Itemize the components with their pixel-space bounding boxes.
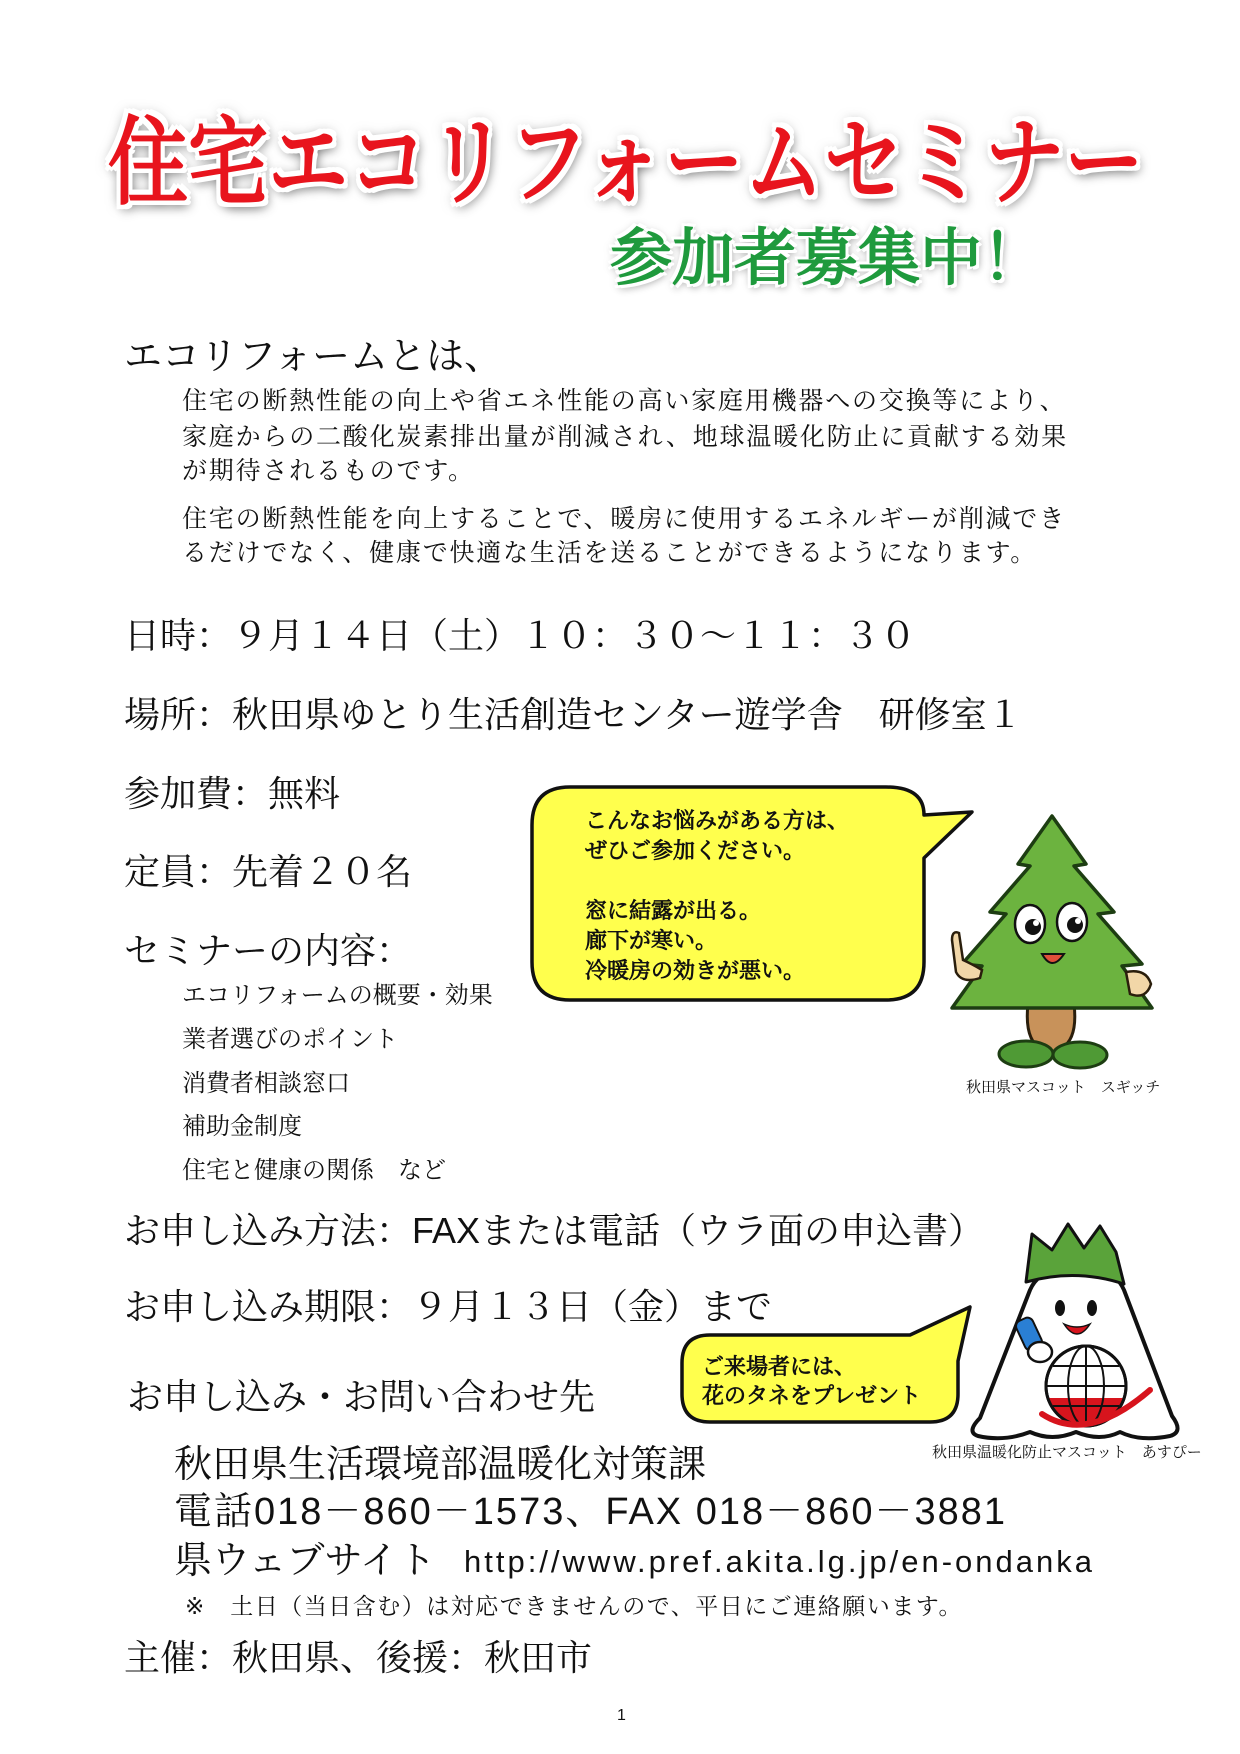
deadline-value: ９月１３日（金）まで bbox=[412, 1286, 773, 1327]
list-item: エコリフォームの概要・効果 bbox=[182, 982, 493, 1009]
contact-phone-fax: 電話018－860－1573、FAX 018－860－3881 bbox=[174, 1491, 1008, 1533]
gift-bubble-line: ご来場者には、 bbox=[702, 1355, 857, 1380]
sugicchi-caption: 秋田県マスコット スギッチ bbox=[966, 1079, 1161, 1096]
paragraph-line: 家庭からの二酸化炭素排出量が削減され、地球温暖化防止に貢献する効果 bbox=[182, 423, 1068, 451]
paragraph-line: が期待されるものです。 bbox=[182, 457, 475, 485]
list-item: 住宅と健康の関係 など bbox=[182, 1157, 446, 1184]
fee-label: 参加費： bbox=[124, 773, 269, 814]
about-heading: エコリフォームとは、 bbox=[124, 336, 503, 378]
fee-value: 無料 bbox=[268, 773, 341, 814]
method-value: FAXまたは電話（ウラ面の申込書） bbox=[412, 1210, 985, 1251]
organizers: 主催：秋田県、後援：秋田市 bbox=[124, 1637, 593, 1678]
sugicchi-mascot bbox=[946, 812, 1158, 1074]
datetime-label: 日時： bbox=[124, 615, 233, 656]
contents-heading: セミナーの内容： bbox=[124, 930, 413, 971]
venue-label: 場所： bbox=[124, 694, 233, 735]
asupi-caption: 秋田県温暖化防止マスコット あすぴー bbox=[932, 1444, 1202, 1461]
website-url: http://www.pref.akita.lg.jp/en-ondanka bbox=[464, 1544, 1095, 1579]
paragraph-line: 住宅の断熱性能を向上することで、暖房に使用するエネルギーが削減でき bbox=[182, 505, 1066, 533]
asupi-mascot bbox=[960, 1210, 1190, 1445]
capacity-value: 先着２０名 bbox=[232, 851, 413, 892]
capacity-line bbox=[124, 851, 413, 892]
list-item: 消費者相談窓口 bbox=[182, 1070, 350, 1097]
bubble-concern-item: 窓に結露が出る。 bbox=[585, 899, 762, 924]
datetime-line bbox=[124, 615, 917, 656]
fee-line bbox=[124, 773, 341, 814]
venue-value: 秋田県ゆとり生活創造センター遊学舎 研修室１ bbox=[232, 694, 1023, 735]
bubble-concern-item: 廊下が寒い。 bbox=[585, 929, 718, 954]
recruiting-subtitle: 参加者募集中！ bbox=[610, 224, 1045, 293]
bubble-concern-item: 冷暖房の効きが悪い。 bbox=[585, 959, 806, 984]
contact-department: 秋田県生活環境部温暖化対策課 bbox=[174, 1444, 707, 1486]
contact-note: ※ 土日（当日含む）は対応できませんので、平日にご連絡願います。 bbox=[185, 1593, 963, 1619]
website-label: 県ウェブサイト bbox=[174, 1540, 436, 1582]
flyer-title: 住宅エコリフォームセミナー bbox=[108, 109, 1144, 216]
application-method-line bbox=[124, 1210, 985, 1251]
contact-heading: お申し込み・お問い合わせ先 bbox=[127, 1376, 596, 1417]
capacity-label: 定員： bbox=[124, 851, 233, 892]
venue-line bbox=[124, 694, 1023, 735]
datetime-value: ９月１４日（土）１０：３０～１１：３０ bbox=[232, 615, 917, 656]
gift-bubble-line: 花のタネをプレゼント bbox=[702, 1384, 922, 1409]
bubble-intro-line: ぜひご参加ください。 bbox=[585, 839, 806, 864]
list-item: 業者選びのポイント bbox=[182, 1026, 398, 1053]
paragraph-line: るだけでなく、健康で快適な生活を送ることができるようになります。 bbox=[182, 539, 1038, 567]
bubble-intro-line: こんなお悩みがある方は、 bbox=[585, 809, 850, 834]
paragraph-line: 住宅の断熱性能の向上や省エネ性能の高い家庭用機器への交換等により、 bbox=[182, 387, 1067, 415]
deadline-label: お申し込み期限： bbox=[124, 1286, 413, 1327]
list-item: 補助金制度 bbox=[182, 1113, 302, 1140]
method-label: お申し込み方法： bbox=[124, 1210, 413, 1251]
page-number: 1 bbox=[617, 1707, 626, 1724]
